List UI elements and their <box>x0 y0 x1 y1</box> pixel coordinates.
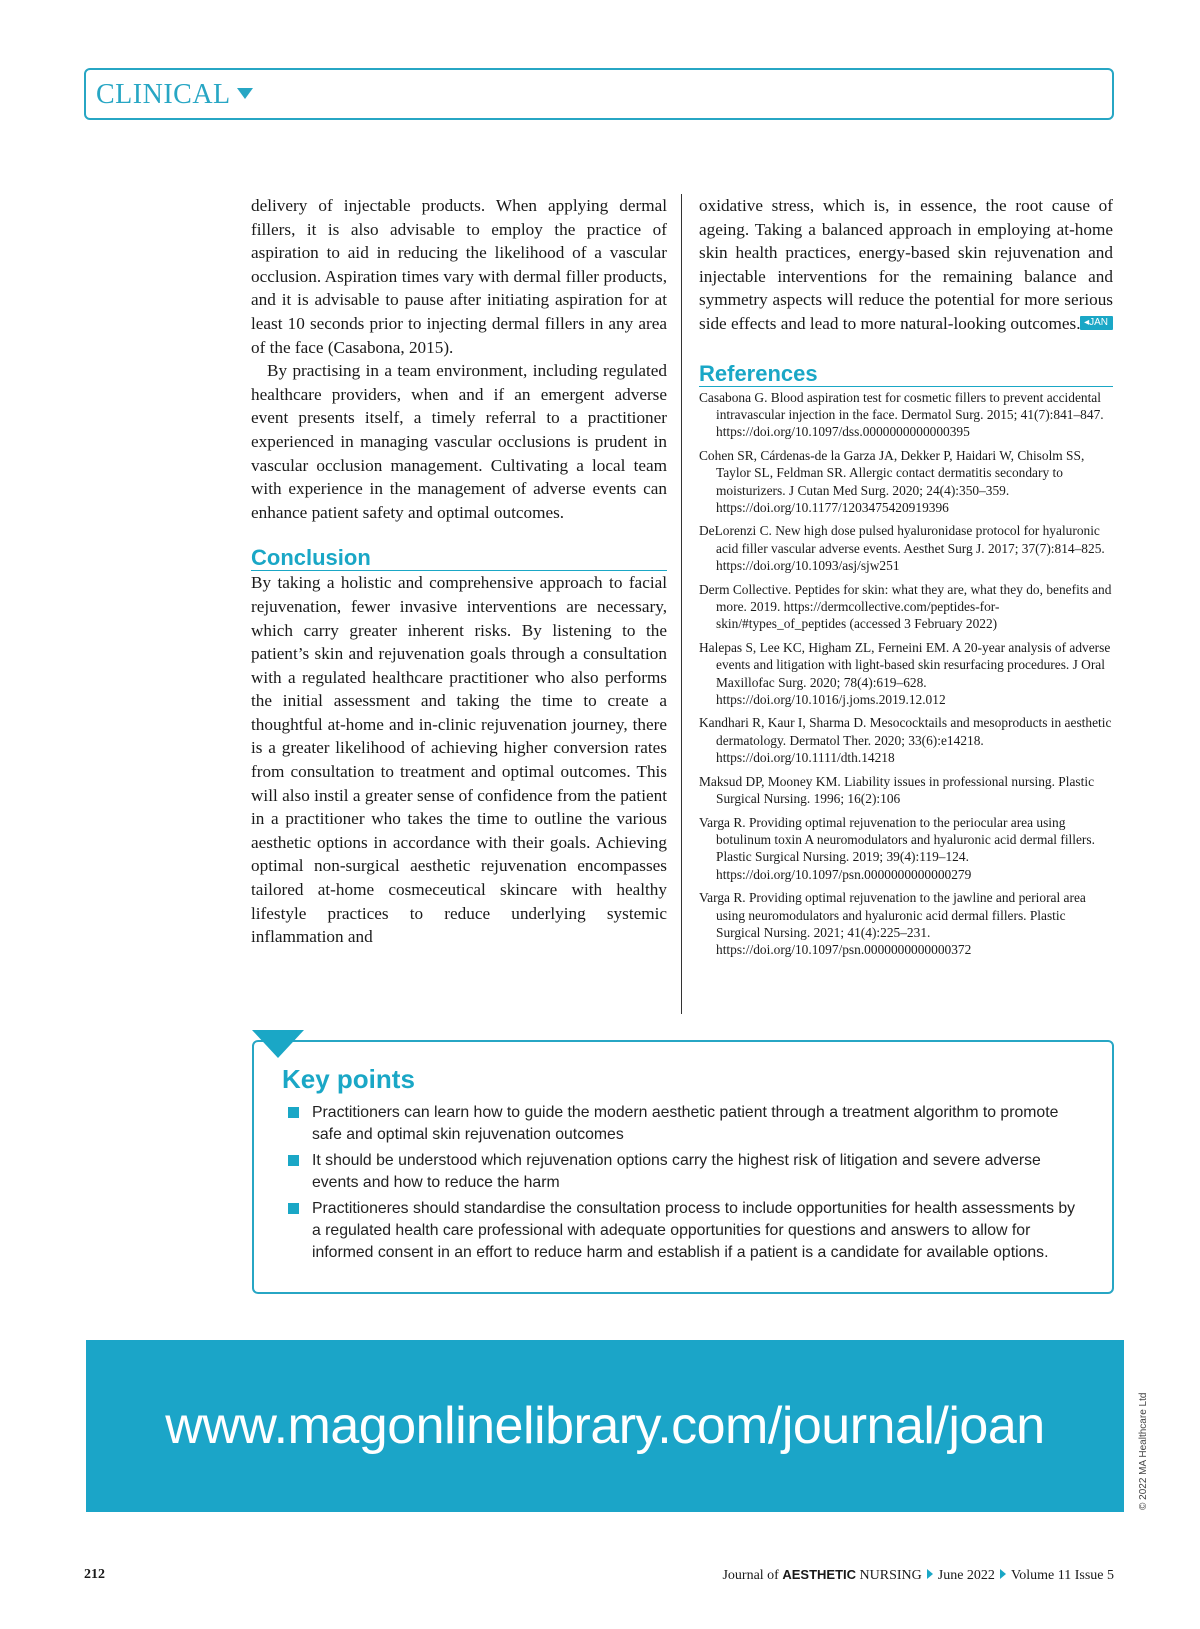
reference-item: Kandhari R, Kaur I, Sharma D. Mesococktails and mesoproducts in aesthetic dermatology. Dermatol Ther. 2020; 33(6):e14218. https://doi.org/10.1111/dth.14218 <box>699 715 1112 766</box>
journal-url-banner[interactable] <box>86 1340 1124 1512</box>
conclusion-heading: Conclusion <box>251 546 667 571</box>
body-paragraph: oxidative stress, which is, in essence, the root cause of ageing. Taking a balanced approach in employing at-home skin health practices, energy-based skin rejuvenation and injectable interventions for the remaining balance and symmetry aspects will reduce the potential for more serious side effects and lead to more natural-looking outcomes. <box>699 196 1113 333</box>
square-bullet-icon <box>288 1203 299 1214</box>
triangle-down-icon <box>237 88 253 99</box>
section-header <box>84 68 1114 120</box>
key-points-list <box>284 1102 1084 1268</box>
reference-item: Varga R. Providing optimal rejuvenation to the periocular area using botulinum toxin A neuromodulators and hyaluronic acid dermal fillers. Plastic Surgical Nursing. 2019; 39(4):119–124. https://doi.org/10.1097/psn.0000000000000279 <box>699 814 1095 882</box>
issue-date: June 2022 <box>937 1568 995 1583</box>
reference-item: Cohen SR, Cárdenas-de la Garza JA, Dekker P, Haidari W, Chisolm SS, Taylor SL, Feldman SR. Allergic contact dermatitis secondary to moisturizers. J Cutan Med Surg. 2020; 24(4):350–359. https://doi.org/10.1177/1203475420919396 <box>699 447 1085 515</box>
reference-item: Varga R. Providing optimal rejuvenation to the jawline and perioral area using neuromodulators and hyaluronic acid dermal fillers. Plastic Surgical Nursing. 2021; 41(4):225–231. https://doi.org/10.1097/psn.0000000000000372 <box>699 890 1086 958</box>
journal-name-bold: AESTHETIC <box>782 1567 857 1582</box>
key-points-box <box>252 1040 1114 1294</box>
square-bullet-icon <box>288 1107 299 1118</box>
reference-item: Derm Collective. Peptides for skin: what they are, what they do, benefits and more. 2019. https://dermcollective.com/peptides-for-skin/#types_of_peptides (accessed 3 February 2022) <box>699 581 1112 632</box>
copyright-notice: © 2022 MA Healthcare Ltd <box>1138 1392 1149 1510</box>
key-point-item: Practitioners can learn how to guide the modern aesthetic patient through a treatment algorithm to promote safe and optimal skin rejuvenation outcomes <box>284 1102 1084 1145</box>
reference-item: Halepas S, Lee KC, Higham ZL, Ferneini EM. A 20-year analysis of adverse events and litigation with light-based skin resurfacing procedures. J Oral Maxillofac Surg. 2020; 78(4):619–628. https://doi.org/10.1016/j.joms.2019.12.012 <box>699 639 1111 708</box>
journal-name-prefix: Journal of <box>722 1568 783 1583</box>
reference-item: Casabona G. Blood aspiration test for cosmetic fillers to prevent accidental intravascular injection in the face. Dermatol Surg. 2015; 41(7):841–847. https://doi.org/10.1097/dss.0000000000000395 <box>699 389 1104 440</box>
journal-name-suffix: NURSING <box>856 1568 922 1583</box>
key-points-notch-icon <box>252 1030 304 1060</box>
journal-footer <box>722 1567 1114 1584</box>
square-bullet-icon <box>288 1155 299 1166</box>
body-paragraph: delivery of injectable products. When applying dermal fillers, it is also advisable to employ the practice of aspiration to aid in reducing the likelihood of a vascular occlusion. Aspiration times vary with dermal filler products, and it is advisable to pause after initiating aspiration for at least 10 seconds prior to injecting dermal fillers in any area of the face (Casabona, 2015). <box>251 196 667 357</box>
triangle-right-icon <box>927 1569 933 1579</box>
article-end-mark: ◂JAN <box>1080 316 1113 330</box>
right-column <box>699 194 1113 965</box>
column-divider <box>681 194 682 1014</box>
triangle-right-icon <box>1000 1569 1006 1579</box>
body-paragraph: By practising in a team environment, including regulated healthcare providers, when and if an emergent adverse event presents itself, a timely referral to a practitioner experienced in managing vascular occlusions is prudent in vascular occlusion management. Cultivating a local team with experience in the management of adverse events can enhance patient safety and optimal outcomes. <box>251 361 667 522</box>
references-heading: References <box>699 362 1113 387</box>
reference-item: DeLorenzi C. New high dose pulsed hyaluronidase protocol for hyaluronic acid filler vascular adverse events. Aesthet Surg J. 2017; 37(7):814–825. https://doi.org/10.1093/asj/sjw251 <box>699 523 1105 574</box>
volume-issue: Volume 11 Issue 5 <box>1010 1568 1114 1583</box>
page-number: 212 <box>84 1567 105 1582</box>
key-point-item: It should be understood which rejuvenation options carry the highest risk of litigation and severe adverse events and how to reduce the harm <box>284 1150 1084 1193</box>
left-column <box>251 194 667 949</box>
reference-item: Maksud DP, Mooney KM. Liability issues in professional nursing. Plastic Surgical Nursing. 1996; 16(2):106 <box>699 773 1095 807</box>
references-list <box>699 389 1113 959</box>
key-points-title: Key points <box>282 1064 415 1094</box>
key-point-item: Practitioneres should standardise the consultation process to include opportunities for health assessments by a regulated health care professional with adequate opportunities for questions and answers to allow for informed consent in an effort to reduce harm and establish if a patient is a candidate for available options. <box>284 1198 1084 1263</box>
conclusion-paragraph: By taking a holistic and comprehensive approach to facial rejuvenation, fewer invasive interventions are necessary, which carry greater inherent risks. By listening to the patient’s skin and rejuvenation goals through a consultation with a regulated healthcare practitioner who also performs the initial assessment and taking the time to create a thoughtful at-home and in-clinic rejuvenation journey, there is a greater likelihood of achieving higher conversion rates from consultation to treatment and optimal outcomes. This will also instil a greater sense of confidence from the patient in a practitioner who takes the time to outline the various aesthetic options in accordance with their goals. Achieving optimal non-surgical aesthetic rejuvenation encompasses tailored at-home cosmeceutical skincare with healthy lifestyle practices to reduce underlying systemic inflammation and <box>251 573 667 947</box>
section-label: CLINICAL <box>96 80 253 110</box>
journal-url-link[interactable]: www.magonlinelibrary.com/journal/joan <box>165 1397 1045 1455</box>
